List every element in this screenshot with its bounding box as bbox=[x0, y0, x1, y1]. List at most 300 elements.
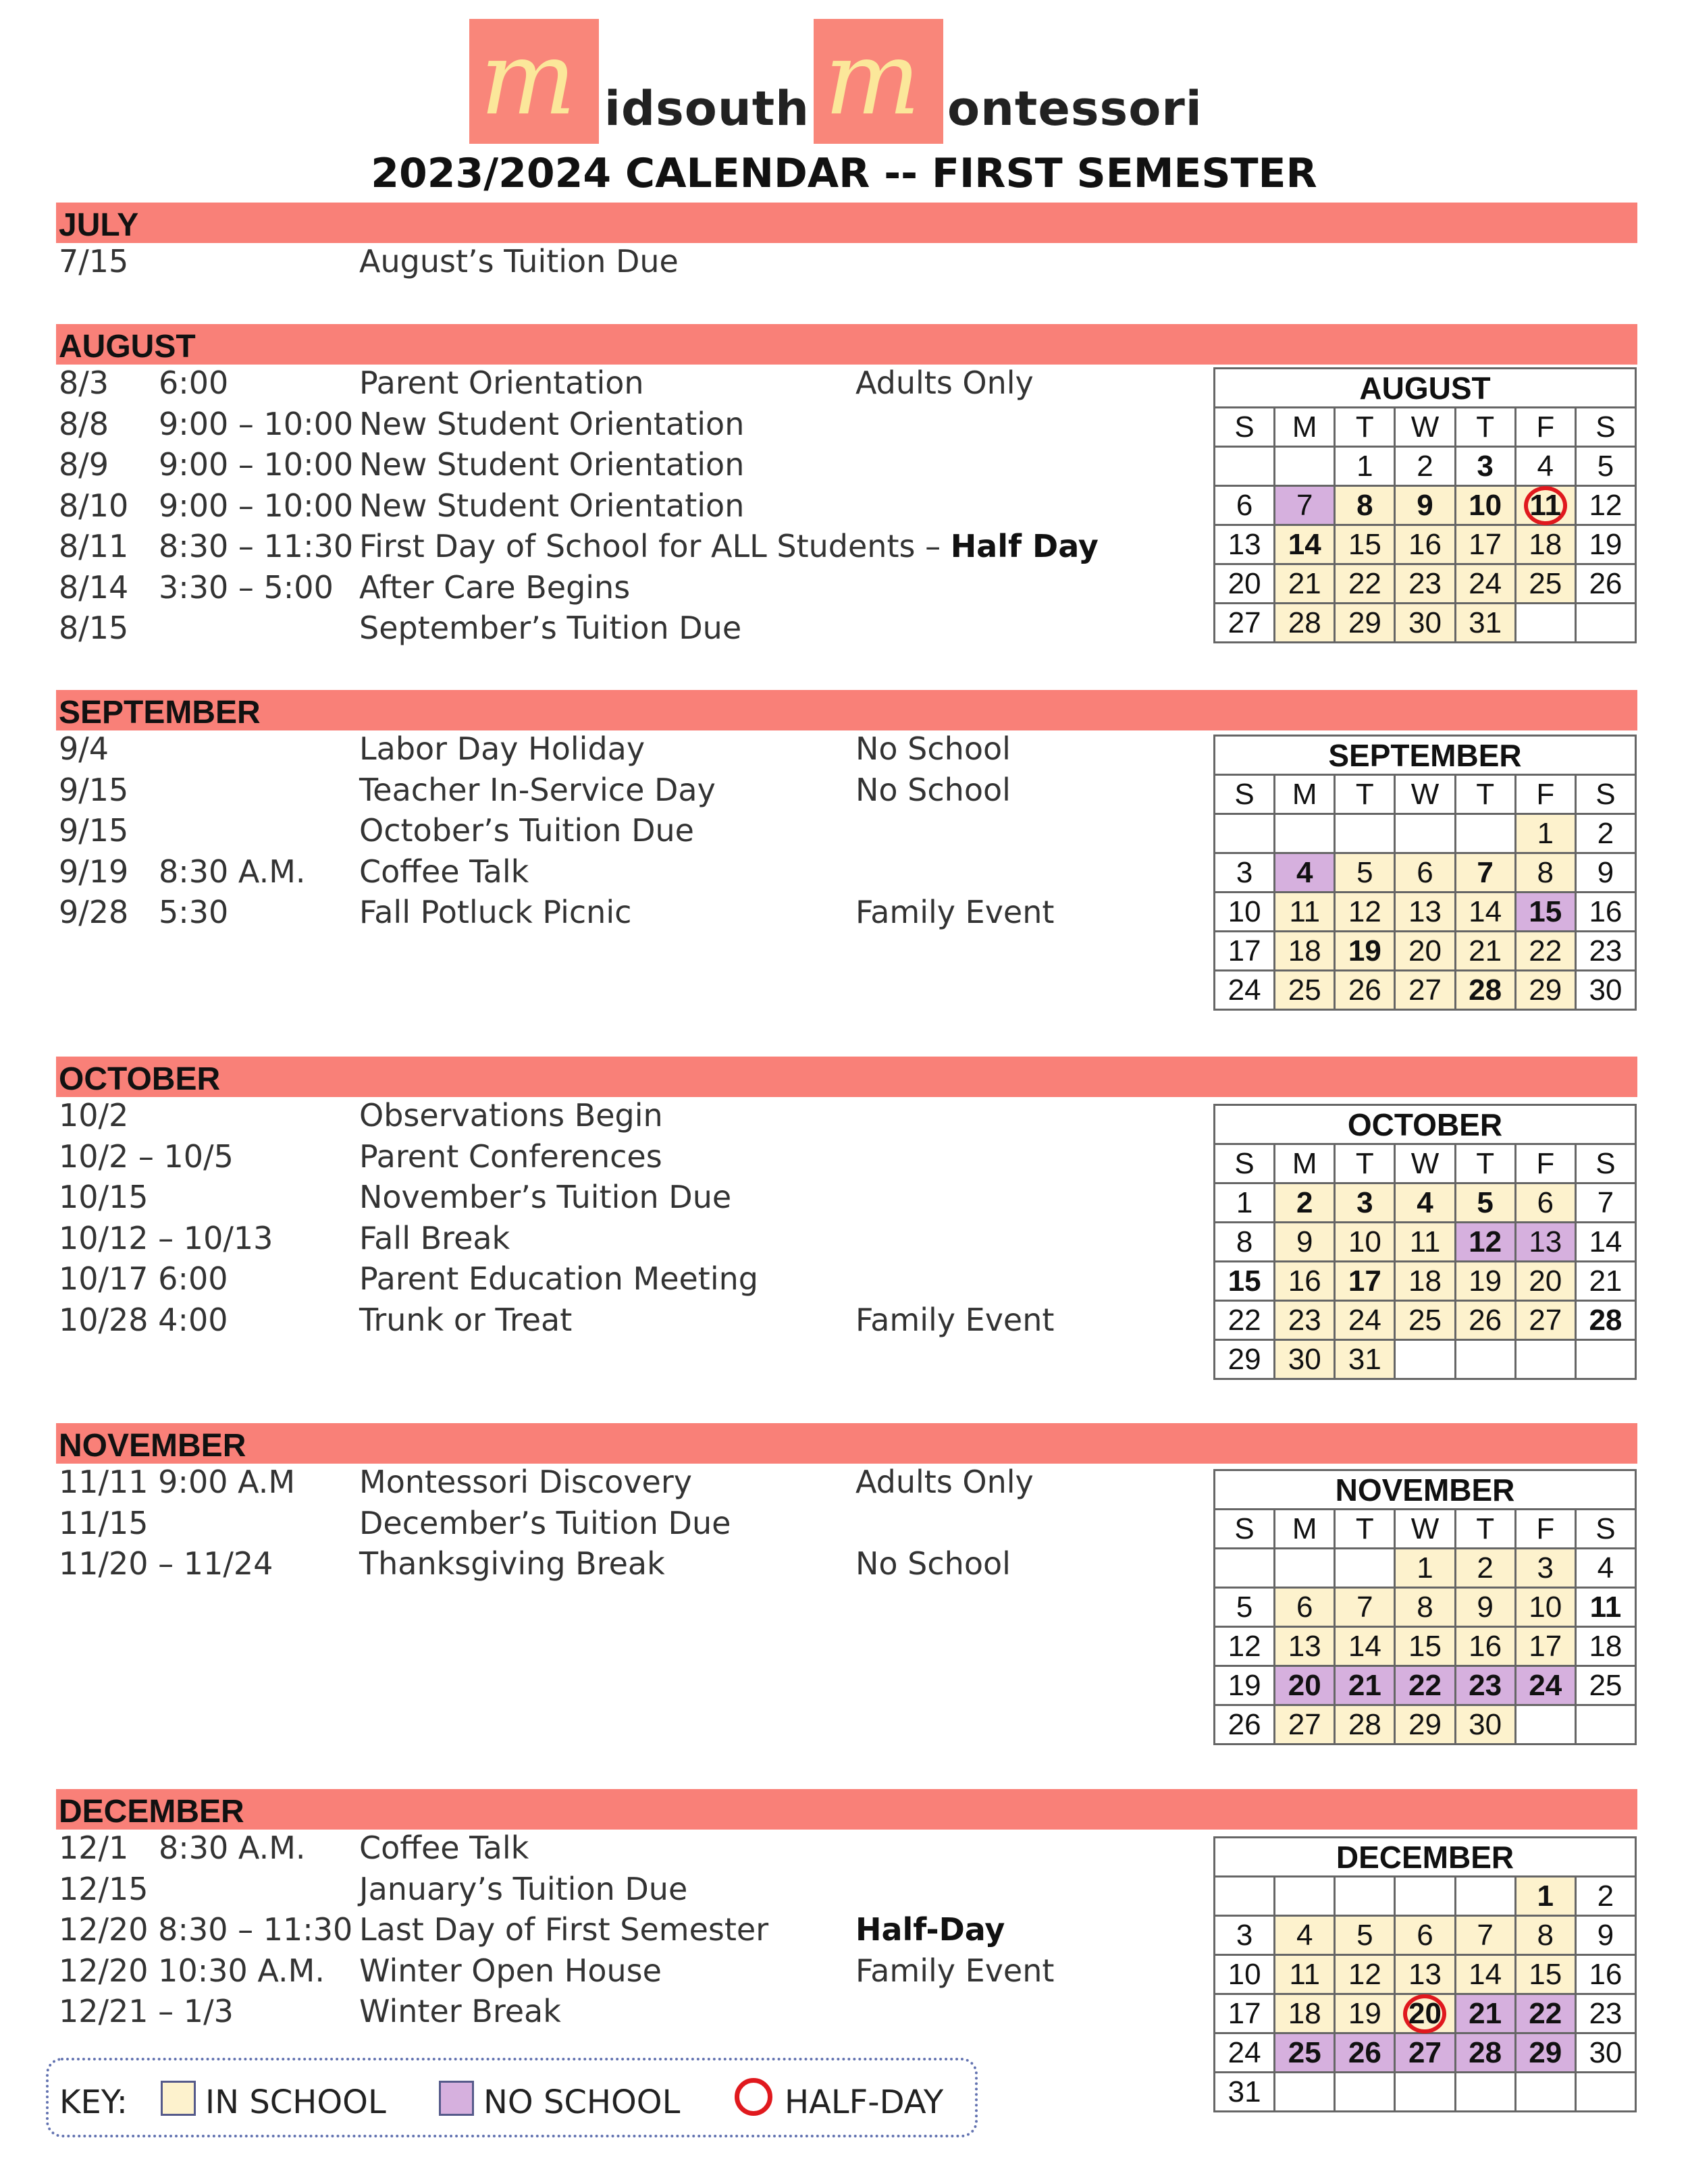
calendar-day: 15 bbox=[1515, 893, 1575, 932]
event-description: Observations Begin bbox=[359, 1097, 663, 1134]
calendar-day bbox=[1455, 2073, 1515, 2112]
event-description: Teacher In-Service Day bbox=[359, 771, 716, 808]
event-date: 10/12 – 10/13 bbox=[59, 1219, 273, 1256]
key-label: KEY: bbox=[59, 2083, 128, 2121]
calendar-day: 14 bbox=[1455, 1955, 1515, 1994]
weekday-header: W bbox=[1395, 408, 1455, 447]
calendar-day: 3 bbox=[1215, 1916, 1275, 1955]
calendar-day: 31 bbox=[1335, 1340, 1395, 1379]
calendar-november bbox=[1213, 1469, 1637, 1745]
calendar-day: 27 bbox=[1395, 2033, 1455, 2073]
calendar-day: 2 bbox=[1395, 447, 1455, 486]
calendar-day: 8 bbox=[1515, 853, 1575, 893]
calendar-day: 7 bbox=[1335, 1588, 1395, 1627]
calendar-day: 10 bbox=[1215, 893, 1275, 932]
weekday-header: S bbox=[1215, 408, 1275, 447]
calendar-day bbox=[1275, 814, 1335, 853]
calendar-day: 20 bbox=[1275, 1666, 1335, 1705]
event-date: 8/8 bbox=[59, 405, 109, 442]
weekday-header: F bbox=[1515, 775, 1575, 814]
event-description: October’s Tuition Due bbox=[359, 812, 694, 849]
calendar-day: 1 bbox=[1335, 447, 1395, 486]
calendar-day: 18 bbox=[1275, 932, 1335, 971]
calendar-day: 15 bbox=[1395, 1627, 1455, 1666]
calendar-day: 1 bbox=[1395, 1549, 1455, 1588]
calendar-day bbox=[1335, 2073, 1395, 2112]
event-time: 8:30 A.M. bbox=[159, 1830, 306, 1866]
calendar-day: 1 bbox=[1215, 1183, 1275, 1223]
calendar-day: 29 bbox=[1515, 971, 1575, 1010]
calendar-day: 26 bbox=[1215, 1705, 1275, 1744]
calendar-day: 1 bbox=[1515, 814, 1575, 853]
event-time: 8:30 A.M. bbox=[159, 853, 306, 890]
calendar-day: 14 bbox=[1455, 893, 1515, 932]
calendar-day bbox=[1395, 814, 1455, 853]
calendar-day: 2 bbox=[1275, 1183, 1335, 1223]
calendar-day: 12 bbox=[1335, 893, 1395, 932]
logo-box-1 bbox=[469, 19, 599, 144]
calendar-day: 16 bbox=[1395, 525, 1455, 564]
calendar-day: 13 bbox=[1275, 1627, 1335, 1666]
calendar-day: 16 bbox=[1575, 893, 1635, 932]
event-note: No School bbox=[855, 771, 1011, 808]
calendar-day bbox=[1575, 1340, 1635, 1379]
calendar-day: 8 bbox=[1335, 486, 1395, 525]
calendar-day: 12 bbox=[1455, 1223, 1515, 1262]
calendar-day: 2 bbox=[1455, 1549, 1515, 1588]
calendar-day: 22 bbox=[1215, 1301, 1275, 1340]
calendar-day bbox=[1575, 604, 1635, 643]
event-date: 12/20 10:30 A.M. bbox=[59, 1952, 325, 1989]
calendar-day: 24 bbox=[1515, 1666, 1575, 1705]
weekday-header: M bbox=[1275, 775, 1335, 814]
calendar-day: 21 bbox=[1455, 932, 1515, 971]
calendar-day: 24 bbox=[1335, 1301, 1395, 1340]
calendar-day: 17 bbox=[1455, 525, 1515, 564]
page-title: 2023/2024 CALENDAR -- FIRST SEMESTER bbox=[371, 150, 1317, 197]
calendar-day: 26 bbox=[1335, 971, 1395, 1010]
event-note: No School bbox=[855, 1545, 1011, 1582]
calendar-day: 21 bbox=[1575, 1262, 1635, 1301]
event-description: Fall Break bbox=[359, 1219, 510, 1256]
calendar-day: 23 bbox=[1575, 932, 1635, 971]
calendar-day: 4 bbox=[1275, 1916, 1335, 1955]
calendar-day: 28 bbox=[1275, 604, 1335, 643]
calendar-day bbox=[1515, 2073, 1575, 2112]
month-bar-december bbox=[56, 1789, 1637, 1830]
calendar-day: 24 bbox=[1215, 2033, 1275, 2073]
calendar-day: 25 bbox=[1395, 1301, 1455, 1340]
calendar-day: 4 bbox=[1275, 853, 1335, 893]
event-time: 9:00 – 10:00 bbox=[159, 446, 354, 483]
calendar-day: 19 bbox=[1335, 1994, 1395, 2033]
event-description: Winter Open House bbox=[359, 1952, 662, 1989]
calendar-day: 22 bbox=[1515, 932, 1575, 971]
event-date: 10/28 4:00 bbox=[59, 1301, 228, 1338]
logo-letter-1: m bbox=[480, 20, 577, 138]
weekday-header: T bbox=[1335, 775, 1395, 814]
calendar-day bbox=[1215, 1877, 1275, 1916]
weekday-header: F bbox=[1515, 408, 1575, 447]
event-date: 11/15 bbox=[59, 1504, 149, 1541]
weekday-header: S bbox=[1215, 1144, 1275, 1183]
calendar-day: 3 bbox=[1455, 447, 1515, 486]
weekday-header: S bbox=[1575, 1510, 1635, 1549]
calendar-day: 16 bbox=[1575, 1955, 1635, 1994]
calendar-day bbox=[1395, 1994, 1455, 2033]
event-description-bold: Half Day bbox=[950, 528, 1099, 564]
calendar-day bbox=[1575, 1705, 1635, 1744]
logo-box-2 bbox=[814, 19, 943, 144]
event-description: November’s Tuition Due bbox=[359, 1179, 732, 1215]
calendar-day: 13 bbox=[1515, 1223, 1575, 1262]
calendar-day: 9 bbox=[1275, 1223, 1335, 1262]
event-date: 9/19 bbox=[59, 853, 129, 890]
calendar-day: 3 bbox=[1515, 1549, 1575, 1588]
event-date: 12/20 8:30 – 11:30 bbox=[59, 1911, 353, 1948]
calendar-day: 18 bbox=[1575, 1627, 1635, 1666]
school-logo bbox=[469, 19, 1203, 144]
calendar-day: 18 bbox=[1395, 1262, 1455, 1301]
logo-word-2: ontessori bbox=[947, 81, 1203, 136]
month-bar-november bbox=[56, 1423, 1637, 1464]
calendar-day: 27 bbox=[1215, 604, 1275, 643]
calendar-day: 13 bbox=[1395, 893, 1455, 932]
event-time: 9:00 – 10:00 bbox=[159, 487, 354, 524]
event-date: 7/15 bbox=[59, 243, 129, 279]
calendar-day: 1 bbox=[1515, 1877, 1575, 1916]
calendar-day bbox=[1575, 2073, 1635, 2112]
calendar-october bbox=[1213, 1104, 1637, 1380]
event-date: 10/17 6:00 bbox=[59, 1260, 228, 1297]
event-description: Parent Conferences bbox=[359, 1138, 662, 1175]
legend-key bbox=[46, 2058, 978, 2137]
event-description: Fall Potluck Picnic bbox=[359, 894, 632, 930]
calendar-day: 5 bbox=[1335, 853, 1395, 893]
calendar-day: 15 bbox=[1515, 1955, 1575, 1994]
logo-letter-2: m bbox=[824, 20, 921, 138]
weekday-header: T bbox=[1455, 1144, 1515, 1183]
calendar-day: 28 bbox=[1455, 971, 1515, 1010]
calendar-day: 10 bbox=[1455, 486, 1515, 525]
weekday-header: W bbox=[1395, 1510, 1455, 1549]
calendar-day: 25 bbox=[1275, 2033, 1335, 2073]
calendar-day: 19 bbox=[1575, 525, 1635, 564]
calendar-day: 5 bbox=[1575, 447, 1635, 486]
calendar-day bbox=[1275, 447, 1335, 486]
calendar-day bbox=[1515, 1340, 1575, 1379]
calendar-day bbox=[1215, 1549, 1275, 1588]
event-date: 11/20 – 11/24 bbox=[59, 1545, 273, 1582]
calendar-day: 2 bbox=[1575, 1877, 1635, 1916]
weekday-header: T bbox=[1455, 408, 1515, 447]
event-date: 12/1 bbox=[59, 1830, 129, 1866]
month-bar-august bbox=[56, 324, 1637, 365]
weekday-header: W bbox=[1395, 775, 1455, 814]
event-date: 8/3 bbox=[59, 365, 109, 401]
calendar-day: 10 bbox=[1335, 1223, 1395, 1262]
calendar-day: 11 bbox=[1275, 893, 1335, 932]
calendar-day: 25 bbox=[1515, 564, 1575, 604]
event-description: Montessori Discovery bbox=[359, 1464, 692, 1500]
key-no-school: NO SCHOOL bbox=[483, 2083, 681, 2121]
key-half-day: HALF-DAY bbox=[785, 2083, 944, 2121]
event-time: 9:00 – 10:00 bbox=[159, 405, 354, 442]
calendar-day: 14 bbox=[1575, 1223, 1635, 1262]
event-date: 9/15 bbox=[59, 771, 129, 808]
calendar-day: 21 bbox=[1275, 564, 1335, 604]
calendar-day: 30 bbox=[1275, 1340, 1335, 1379]
half-day-ring-icon bbox=[735, 2078, 772, 2116]
month-heading: DECEMBER bbox=[59, 1794, 244, 1830]
calendar-day: 20 bbox=[1215, 564, 1275, 604]
calendar-august bbox=[1213, 367, 1637, 643]
event-time: 6:00 bbox=[159, 365, 229, 401]
calendar-day bbox=[1275, 2073, 1335, 2112]
calendar-day: 20 bbox=[1515, 1262, 1575, 1301]
calendar-day: 23 bbox=[1455, 1666, 1515, 1705]
event-description: December’s Tuition Due bbox=[359, 1504, 731, 1541]
calendar-title: NOVEMBER bbox=[1215, 1470, 1636, 1510]
calendar-day: 23 bbox=[1575, 1994, 1635, 2033]
event-description: Winter Break bbox=[359, 1993, 561, 2029]
event-note: Family Event bbox=[855, 1952, 1055, 1989]
calendar-day bbox=[1395, 2073, 1455, 2112]
calendar-day bbox=[1395, 1340, 1455, 1379]
calendar-day: 17 bbox=[1215, 1994, 1275, 2033]
event-description: Labor Day Holiday bbox=[359, 730, 645, 767]
calendar-day: 19 bbox=[1335, 932, 1395, 971]
calendar-day: 30 bbox=[1575, 971, 1635, 1010]
event-date: 9/4 bbox=[59, 730, 109, 767]
calendar-day: 17 bbox=[1215, 932, 1275, 971]
event-description: New Student Orientation bbox=[359, 405, 745, 442]
event-date: 12/15 bbox=[59, 1870, 149, 1907]
calendar-day: 25 bbox=[1575, 1666, 1635, 1705]
calendar-day: 28 bbox=[1335, 1705, 1395, 1744]
weekday-header: M bbox=[1275, 408, 1335, 447]
weekday-header: S bbox=[1575, 408, 1635, 447]
calendar-day: 29 bbox=[1215, 1340, 1275, 1379]
event-note: No School bbox=[855, 730, 1011, 767]
event-description: Last Day of First Semester bbox=[359, 1911, 769, 1948]
calendar-day: 8 bbox=[1515, 1916, 1575, 1955]
calendar-day: 31 bbox=[1215, 2073, 1275, 2112]
event-note: Family Event bbox=[855, 894, 1055, 930]
event-date: 8/9 bbox=[59, 446, 109, 483]
calendar-day: 7 bbox=[1455, 853, 1515, 893]
weekday-header: T bbox=[1335, 1510, 1395, 1549]
calendar-day: 30 bbox=[1395, 604, 1455, 643]
in-school-swatch bbox=[161, 2081, 196, 2116]
event-date: 8/10 bbox=[59, 487, 129, 524]
calendar-day: 14 bbox=[1275, 525, 1335, 564]
calendar-day: 7 bbox=[1455, 1916, 1515, 1955]
event-note: Family Event bbox=[855, 1301, 1055, 1338]
calendar-day: 30 bbox=[1455, 1705, 1515, 1744]
calendar-day: 18 bbox=[1515, 525, 1575, 564]
weekday-header: T bbox=[1455, 775, 1515, 814]
calendar-day: 5 bbox=[1455, 1183, 1515, 1223]
calendar-day: 11 bbox=[1275, 1955, 1335, 1994]
event-date: 10/2 – 10/5 bbox=[59, 1138, 234, 1175]
calendar-day: 28 bbox=[1455, 2033, 1515, 2073]
weekday-header: S bbox=[1215, 1510, 1275, 1549]
calendar-day: 3 bbox=[1335, 1183, 1395, 1223]
calendar-day: 22 bbox=[1395, 1666, 1455, 1705]
calendar-day: 17 bbox=[1335, 1262, 1395, 1301]
event-description: January’s Tuition Due bbox=[359, 1870, 688, 1907]
calendar-day bbox=[1455, 1877, 1515, 1916]
calendar-day bbox=[1275, 1549, 1335, 1588]
calendar-day: 8 bbox=[1215, 1223, 1275, 1262]
calendar-day: 25 bbox=[1275, 971, 1335, 1010]
event-description: After Care Begins bbox=[359, 568, 631, 606]
calendar-day bbox=[1335, 1549, 1395, 1588]
weekday-header: T bbox=[1335, 408, 1395, 447]
calendar-day bbox=[1215, 447, 1275, 486]
calendar-day: 27 bbox=[1515, 1301, 1575, 1340]
event-description: Parent Education Meeting bbox=[359, 1260, 758, 1297]
event-description bbox=[359, 528, 1099, 564]
calendar-day: 5 bbox=[1335, 1916, 1395, 1955]
calendar-day: 13 bbox=[1395, 1955, 1455, 1994]
calendar-day: 6 bbox=[1275, 1588, 1335, 1627]
weekday-header: S bbox=[1575, 775, 1635, 814]
event-description: Coffee Talk bbox=[359, 1830, 529, 1866]
calendar-day: 29 bbox=[1395, 1705, 1455, 1744]
calendar-day: 23 bbox=[1275, 1301, 1335, 1340]
calendar-day bbox=[1455, 814, 1515, 853]
calendar-december bbox=[1213, 1836, 1637, 2112]
calendar-day: 9 bbox=[1395, 486, 1455, 525]
event-time: 3:30 – 5:00 bbox=[159, 568, 334, 606]
calendar-day bbox=[1395, 1877, 1455, 1916]
calendar-day: 19 bbox=[1215, 1666, 1275, 1705]
calendar-day: 9 bbox=[1575, 853, 1635, 893]
calendar-day: 7 bbox=[1275, 486, 1335, 525]
event-description: Thanksgiving Break bbox=[359, 1545, 665, 1582]
event-description: New Student Orientation bbox=[359, 487, 745, 524]
event-note: Adults Only bbox=[855, 1464, 1034, 1500]
event-description: September’s Tuition Due bbox=[359, 610, 742, 646]
calendar-day: 6 bbox=[1395, 1916, 1455, 1955]
month-bar-july bbox=[56, 203, 1637, 243]
calendar-day: 16 bbox=[1275, 1262, 1335, 1301]
calendar-day: 27 bbox=[1395, 971, 1455, 1010]
event-description: Trunk or Treat bbox=[359, 1301, 573, 1338]
calendar-day: 23 bbox=[1395, 564, 1455, 604]
calendar-day bbox=[1275, 1877, 1335, 1916]
event-date: 10/15 bbox=[59, 1179, 149, 1215]
event-time: 5:30 bbox=[159, 894, 229, 930]
calendar-day: 17 bbox=[1515, 1627, 1575, 1666]
calendar-day: 5 bbox=[1215, 1588, 1275, 1627]
calendar-day: 6 bbox=[1395, 853, 1455, 893]
calendar-day: 26 bbox=[1455, 1301, 1515, 1340]
calendar-day: 26 bbox=[1575, 564, 1635, 604]
calendar-day bbox=[1515, 486, 1575, 525]
month-heading: SEPTEMBER bbox=[59, 695, 261, 730]
calendar-day: 20 bbox=[1395, 932, 1455, 971]
calendar-day bbox=[1515, 1705, 1575, 1744]
weekday-header: M bbox=[1275, 1144, 1335, 1183]
calendar-day: 28 bbox=[1575, 1301, 1635, 1340]
month-heading: JULY bbox=[59, 207, 139, 243]
calendar-day: 7 bbox=[1575, 1183, 1635, 1223]
calendar-day: 22 bbox=[1335, 564, 1395, 604]
event-description: Coffee Talk bbox=[359, 853, 529, 890]
calendar-day: 22 bbox=[1515, 1994, 1575, 2033]
calendar-day: 19 bbox=[1455, 1262, 1515, 1301]
weekday-header: W bbox=[1395, 1144, 1455, 1183]
month-bar-october bbox=[56, 1057, 1637, 1097]
calendar-day: 6 bbox=[1215, 486, 1275, 525]
calendar-day bbox=[1215, 814, 1275, 853]
calendar-title: OCTOBER bbox=[1215, 1105, 1636, 1144]
event-date: 12/21 – 1/3 bbox=[59, 1993, 234, 2029]
calendar-day: 6 bbox=[1515, 1183, 1575, 1223]
calendar-day: 11 bbox=[1575, 1588, 1635, 1627]
weekday-header: F bbox=[1515, 1510, 1575, 1549]
month-bar-september bbox=[56, 690, 1637, 730]
event-date: 8/14 bbox=[59, 568, 129, 606]
month-heading: OCTOBER bbox=[59, 1061, 221, 1097]
calendar-day bbox=[1515, 604, 1575, 643]
calendar-day: 27 bbox=[1275, 1705, 1335, 1744]
weekday-header: T bbox=[1455, 1510, 1515, 1549]
event-date: 8/11 bbox=[59, 528, 129, 564]
calendar-day: 26 bbox=[1335, 2033, 1395, 2073]
calendar-day: 15 bbox=[1335, 525, 1395, 564]
calendar-day: 15 bbox=[1215, 1262, 1275, 1301]
calendar-day: 12 bbox=[1215, 1627, 1275, 1666]
calendar-day: 8 bbox=[1395, 1588, 1455, 1627]
calendar-day: 13 bbox=[1215, 525, 1275, 564]
event-note: Half-Day bbox=[855, 1911, 1005, 1948]
calendar-day: 3 bbox=[1215, 853, 1275, 893]
logo-word-1: idsouth bbox=[604, 81, 810, 136]
event-date: 8/15 bbox=[59, 610, 129, 646]
calendar-day: 31 bbox=[1455, 604, 1515, 643]
calendar-day: 29 bbox=[1335, 604, 1395, 643]
event-description: Parent Orientation bbox=[359, 365, 644, 401]
half-day-ring-icon: 20 bbox=[1403, 1994, 1446, 2033]
month-heading: AUGUST bbox=[59, 329, 196, 365]
calendar-day: 9 bbox=[1575, 1916, 1635, 1955]
event-date: 9/15 bbox=[59, 812, 129, 849]
calendar-day: 18 bbox=[1275, 1994, 1335, 2033]
weekday-header: M bbox=[1275, 1510, 1335, 1549]
weekday-header: F bbox=[1515, 1144, 1575, 1183]
calendar-day: 12 bbox=[1575, 486, 1635, 525]
month-heading: NOVEMBER bbox=[59, 1428, 246, 1464]
event-description: August’s Tuition Due bbox=[359, 243, 679, 279]
calendar-day: 24 bbox=[1215, 971, 1275, 1010]
calendar-day: 29 bbox=[1515, 2033, 1575, 2073]
calendar-day bbox=[1335, 1877, 1395, 1916]
calendar-day: 12 bbox=[1335, 1955, 1395, 1994]
calendar-day: 10 bbox=[1215, 1955, 1275, 1994]
calendar-day: 4 bbox=[1395, 1183, 1455, 1223]
calendar-day: 16 bbox=[1455, 1627, 1515, 1666]
no-school-swatch bbox=[439, 2081, 474, 2116]
event-description-text: First Day of School for ALL Students – bbox=[359, 528, 951, 564]
weekday-header: S bbox=[1215, 775, 1275, 814]
event-description: New Student Orientation bbox=[359, 446, 745, 483]
key-in-school: IN SCHOOL bbox=[205, 2083, 386, 2121]
calendar-day bbox=[1455, 1340, 1515, 1379]
